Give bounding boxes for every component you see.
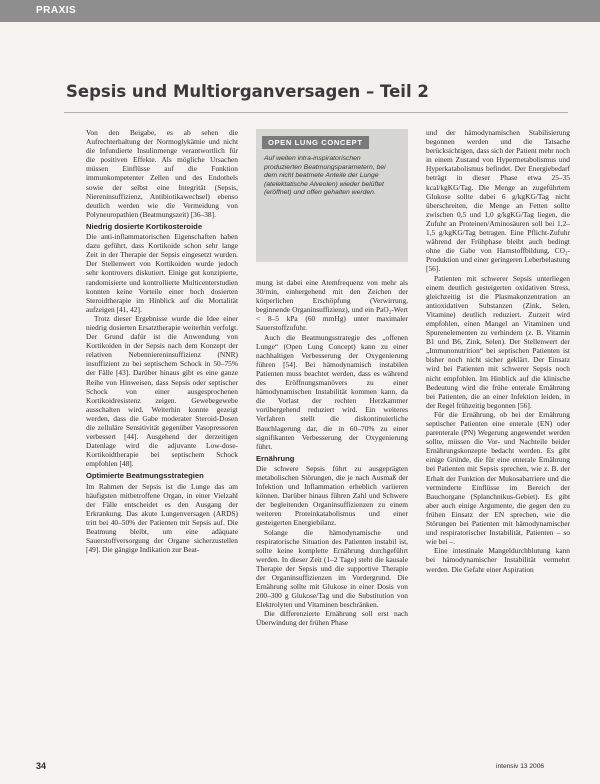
section-heading-beatmung: Optimierte Beatmungsstrategien [86,471,204,481]
page-number: 34 [36,761,47,771]
box-heading: OPEN LUNG CONCEPT [262,136,369,149]
paragraph: Eine intestinale Mangeldurchblutung kann bei hämodynamischer Instabilität vermehrt werden. Die Gefahr einer Aspiration [426,546,570,574]
paragraph: Für die Ernährung, ob bei der Ernährung septischer Patienten eine enterale (EN) oder parenterale (PN) Wegerung angewendet werden sollte, müssen die Vor- und Nachteile beider Ernährungskonzepte bedacht werden. Es gibt einige Gründe, die für eine enterale Ernährung bei Patienten mit Sepsis sprechen, wie z. B. der Erhalt der Funktion der Mukosabarriere und die verminderte Einflüsse im Bereich der Bauchorgane (Splanchnikus-Gebiet). Es gibt aber auch einige Argumente, die gegen den zu frühen Einsatz der EN sprechen, wie die Störungen bei Patienten mit hämodynamischer und respiratorischer Instabilität, Patienten – so wie bei –. [426,409,570,547]
paragraph: Im Rahmen der Sepsis ist die Lunge das am häufigsten mitbetroffene Organ, in einer Vielzahl der Fälle entscheidet es den Ausgang der Erkrankung. Das akute Lungenversagen (ARDS) tritt bei 40–50% der Patienten mit Sepsis auf. Die Beatmung bleibt, um eine adäquate Sauerstoffversorgung der Organe sicherzustellen [49]. Die gängige Indikation zur Beat- [86,481,238,555]
article-title: Sepsis und Multiorganversagen – Teil 2 [66,82,429,101]
open-lung-concept-box [256,129,408,262]
text-column-1 [86,128,238,554]
paragraph: Die schwere Sepsis führt zu ausgeprägten metabolischen Störungen, die je nach Ausmaß der Infektion und Inflammation erheblich variieren können. Darüber hinaus führen Zahl und Schwere der begleitenden Organinsuffizienzen zu einem weiteren Proteinkatabolismus und einer gesteigerten Energiebilanz. [256,463,408,528]
section-label: PRAXIS [36,5,77,16]
box-text: Auf weiten intra-inspiratorischen produzierten Beatmungsparametern, bei dem nicht beatmete Anteile der Lunge (atelektatische Alveolen) wieder belüftet (eröffnet) und offen gehalten werden. [264,155,386,197]
paragraph: mung ist dabei eine Atemfrequenz von mehr als 30/min, einhergehend mit den Zeichen der körperlichen Erschöpfung (Verwirrung, beginnende Organinsuffizienz), und ein PaO₂-Wert < 8–5 kPa (60 mmHg) unter maximaler Sauerstoffzufuhr. [256,278,408,333]
paragraph: Von den Beigabe, es ab sehen die Aufrechterhaltung der Normoglykämie und nicht die Infundierte Insulinmenge verantwortlich für die positiven Effekte. Als mögliche Ursachen müssen Einflüsse auf die Funktion immunkompetenter Zellen und des Endothels sowie der selbst eine Integrität (Sepsis, Niereninsuffizienz, Antibiotikawechsel) ebenso deutlich werden wie die Vermeidung von Polyneuropathien (Beatmungszeit) [36–38]. [86,128,238,219]
journal-reference: intensiv 13 2006 [496,763,545,770]
paragraph: Patienten mit schwerer Sepsis unterliegen einem deutlich gesteigerten oxidativen Stress, gleichzeitig ist die Plasmakonzentration an antioxidativen Substanzen (Zink, Selen, Vitamine) deutlich reduziert. Zurzeit wird empfohlen, einen Mangel an Vitaminen und Spurenelementen zu verhindern (z. B. Vitamin B1 und B6, Zink, Selen). Der Stellenwert der „Immunonutrition“ bei septischen Patienten ist bisher noch nicht sicher geklärt. Der Einsatz wird bei Patienten mit schwerer Sepsis noch nicht empfohlen. Im Hinblick auf die klinische Bedeutung wird die frühe enterale Ernährung bei Patienten, die an einer Infektion leiden, in der Regel frühzeitig begonnen [56]. [426,273,570,410]
text-column-2 [256,278,408,628]
paragraph: Auch die Beatmungsstrategie des „offenen Lunge“ (Open Lung Concept) kann zu einer nachhaltigen Verbesserung der Oxygenierung führen [54]. Bei hämodynamisch instabilen Patienten muss beachtet werden, dass es während des Eröffnungsmanövers zu einer hämodynamischen Instabilität kommen kann, da die Vorlast der rechten Herzkammer vorübergehend reduziert wird. Ein weiteres Verfahren stellt die diskontinuierliche Bauchlagerung dar, die in 60–70% zu einer signifikanten Verbesserung der Oxygenierung führt. [256,332,408,451]
paragraph: Die anti-inflammatorischen Eigenschaften haben dazu geführt, dass Kortikoide schon sehr lange Zeit in der Therapie der Sepsis eingesetzt wurden. Der Stellenwert von Kortikoiden wurde jedoch sehr kontrovers diskutiert. Einige gut konzipierte, randomisierte und kontrollierte Multicenterstudien konnten keine Vorteile einer hoch dosierten Steroidtherapie im Hinblick auf die Mortalität aufzeigen [41, 42]. [86,232,238,314]
paragraph: und der hämodynamischen Stabilisierung begonnen werden und die Tatsache berücksichtigen, dass sich der Patient mehr noch in einem Zustand von Hypermetabolismus und Hyperkatabolismus befindet. Der Energiebedarf beträgt in dieser Phase etwa 25–35 kcal/kgKG/Tag. Die Menge an zugeführtem Glukose sollte dabei 6 g/kgKG/Tag nicht überschreiten, die Menge an Fetten sollte zwischen 0,5 und 1,0 g/kgKG/Tag liegen, die Zufuhr an Proteinen/Aminosäuren soll bei 1,2–1,5 g/kgKG/Tag betragen. Eine Pflicht-Zufuhr während der Frühphase bleibt auch bedingt ohne die Gabe von Harnstoffbildung, CO₂-Produktion und einer geringeren Leberbelastung [56]. [426,128,570,274]
paragraph: Trotz dieser Ergebnisse wurde die Idee einer niedrig dosierten Ersatztherapie weiterhin verfolgt. Der Grund dafür ist die Anwendung von Kortikoiden in der Sepsis nach dem Konzept der relativen Nebenniereninsuffizienz (NNR) insuffizient zu bei septischem Schock in 50–75% der Fälle [43]. Darüber hinaus gibt es eine ganze Reihe von Hinweisen, dass Sepsis oder septischer Schock von einer ausgesprochenen Kortikoidresistenz zeigen. Gewebegewebe ausschalten wird. Weiterhin konnte gezeigt werden, dass die Gabe moderater Steroid-Dosen die zelluläre Sensitivität gegenüber Vasopressoren verbessert [44]. Ausgehend der derzeitigen Datenlage wird die adjuvante Low-dose-Kortikoidtherapie bei septischem Schock empfohlen [48]. [86,313,238,469]
paragraph: Die differenzierte Ernährung soll erst nach Überwindung der frühen Phase [256,609,408,628]
section-heading-kortikosteroide: Niedrig dosierte Kortikosteroide [86,221,203,231]
title-divider [64,112,568,113]
paragraph: Solange die hämodynamische und respiratorische Situation des Patienten instabil ist, sollte keine komplette Ernährung durchgeführt werden. In dieser Zeit (1–2 Tage) steht die kausale Therapie der Sepsis und die supportive Therapie der Organinsuffizienzen im Vordergrund. Die Ernährung sollte mit Glukose in einer Dosis von 200–300 g Glukose/Tag und die Substitution von Elektrolyten und Vitaminen beschränken. [256,527,408,610]
section-header-bar [0,0,600,22]
text-column-3 [426,128,570,574]
section-heading-ernaehrung: Ernährung [256,453,295,463]
